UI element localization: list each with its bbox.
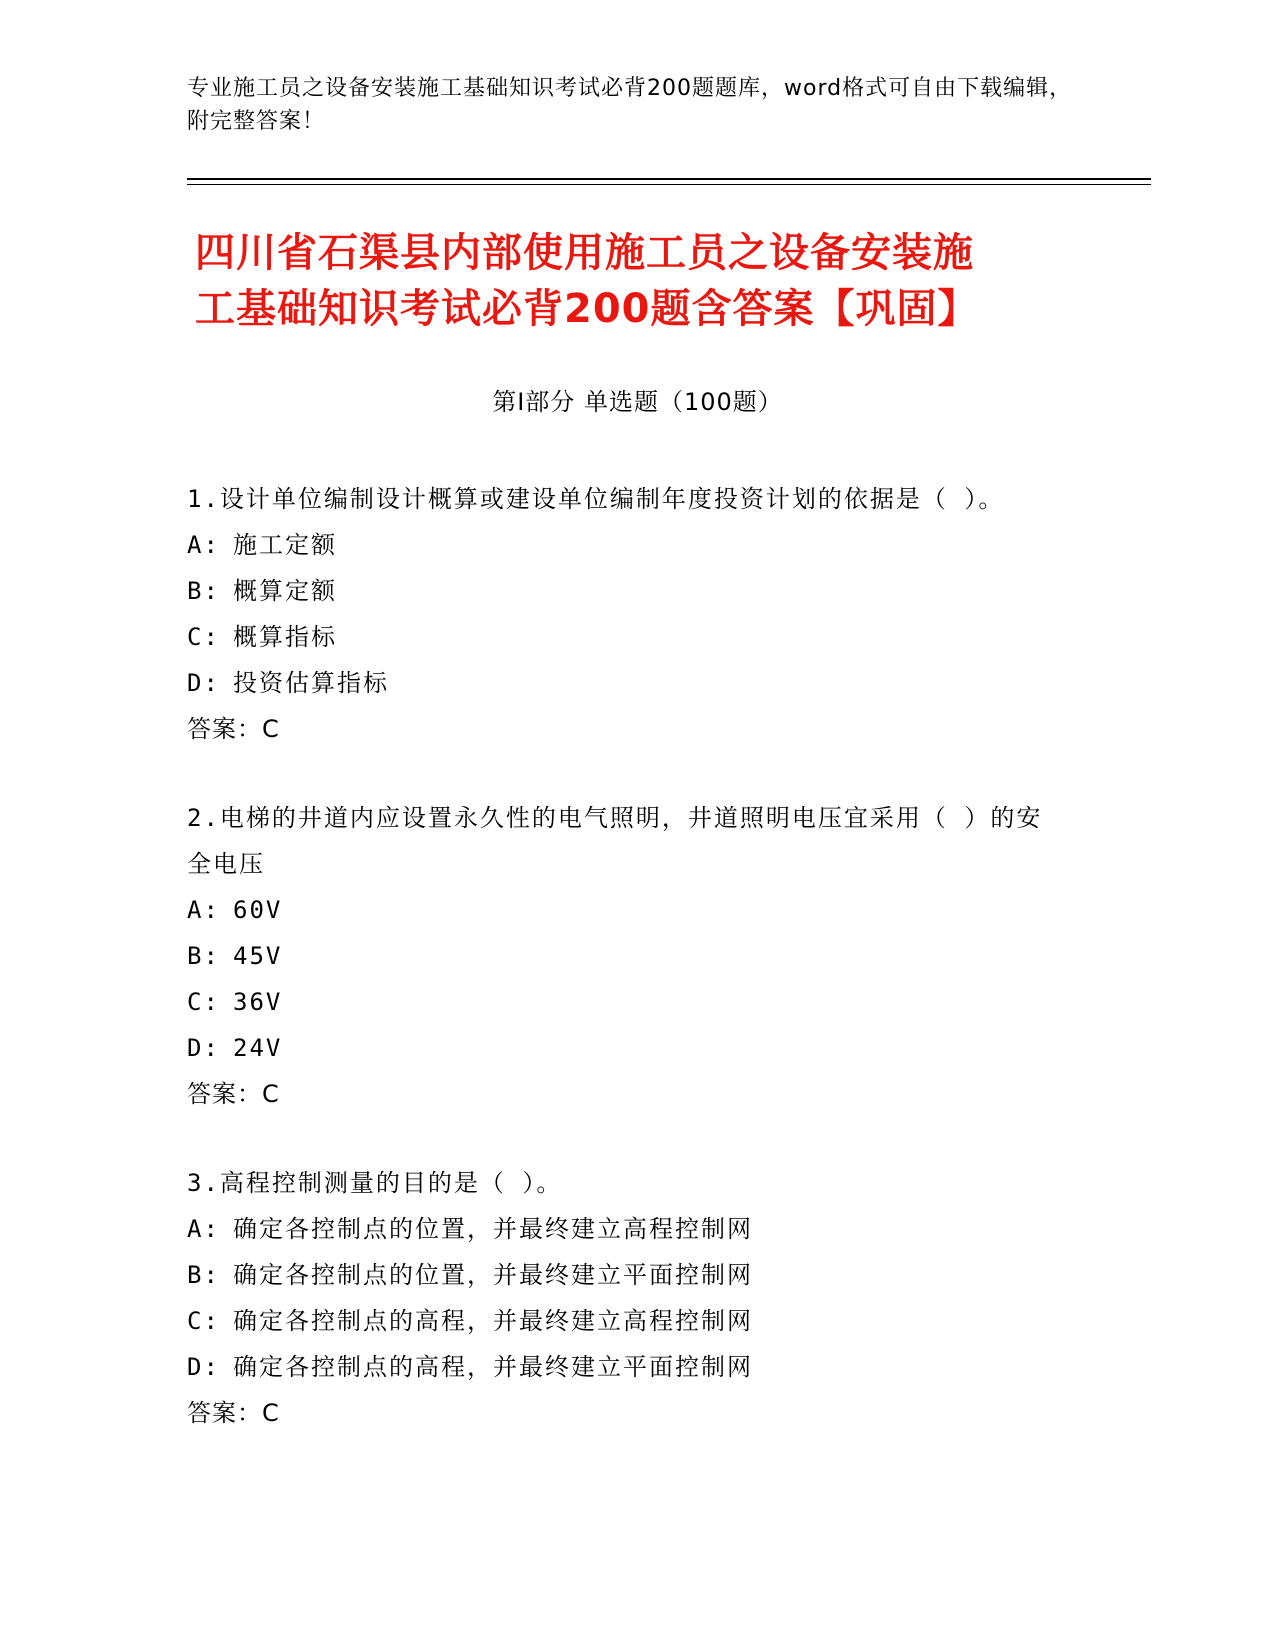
option-a	[187, 522, 1067, 568]
option-letter: D:	[187, 1034, 220, 1062]
option-text: 确定各控制点的高程，并最终建立平面控制网	[233, 1353, 753, 1381]
option-text: 确定各控制点的高程，并最终建立高程控制网	[233, 1307, 753, 1335]
section-title: 第Ⅰ部分 单选题（100题）	[492, 388, 783, 416]
document-title-line1: 四川省石渠县内部使用施工员之设备安装施	[195, 230, 974, 276]
answer: 答案：C	[187, 715, 280, 743]
question-2	[187, 795, 1067, 1117]
option-text: 投资估算指标	[233, 669, 389, 697]
option-letter: A:	[187, 1215, 220, 1243]
question-stem: 3.高程控制测量的目的是（ ）。	[187, 1169, 563, 1197]
header-rule-thin	[187, 184, 1151, 185]
option-text: 45V	[233, 942, 283, 970]
option-letter: C:	[187, 1307, 220, 1335]
option-text: 施工定额	[233, 531, 337, 559]
option-c	[187, 614, 1067, 660]
question-stem: 2.电梯的井道内应设置永久性的电气照明，井道照明电压宜采用（ ）的安全电压	[187, 804, 1043, 878]
option-letter: C:	[187, 623, 220, 651]
question-stem: 1.设计单位编制设计概算或建设单位编制年度投资计划的依据是（ ）。	[187, 485, 1005, 513]
option-text: 确定各控制点的位置，并最终建立高程控制网	[233, 1215, 753, 1243]
option-letter: D:	[187, 1353, 220, 1381]
option-letter: B:	[187, 577, 220, 605]
option-b	[187, 933, 1067, 979]
answer: 答案：C	[187, 1080, 280, 1108]
question-1	[187, 476, 1067, 752]
option-text: 概算定额	[233, 577, 337, 605]
option-d	[187, 1025, 1067, 1071]
option-text: 24V	[233, 1034, 283, 1062]
option-a	[187, 1206, 1067, 1252]
header-note: 专业施工员之设备安装施工基础知识考试必背200题题库，word格式可自由下载编辑，附完整答案！	[187, 76, 1073, 134]
document-title-line2: 工基础知识考试必背200题含答案【巩固】	[195, 286, 979, 332]
header-rule-thick	[187, 178, 1151, 180]
answer: 答案：C	[187, 1399, 280, 1427]
option-letter: C:	[187, 988, 220, 1016]
option-a	[187, 887, 1067, 933]
option-letter: D:	[187, 669, 220, 697]
option-letter: B:	[187, 942, 220, 970]
option-b	[187, 1252, 1067, 1298]
question-3	[187, 1160, 1067, 1436]
option-text: 36V	[233, 988, 283, 1016]
question-list	[187, 476, 1067, 1479]
document-title	[195, 225, 1095, 337]
option-letter: B:	[187, 1261, 220, 1289]
option-letter: A:	[187, 531, 220, 559]
option-text: 确定各控制点的位置，并最终建立平面控制网	[233, 1261, 753, 1289]
option-text: 60V	[233, 896, 283, 924]
option-b	[187, 568, 1067, 614]
option-letter: A:	[187, 896, 220, 924]
option-c	[187, 979, 1067, 1025]
option-d	[187, 660, 1067, 706]
option-c	[187, 1298, 1067, 1344]
option-text: 概算指标	[233, 623, 337, 651]
option-d	[187, 1344, 1067, 1390]
